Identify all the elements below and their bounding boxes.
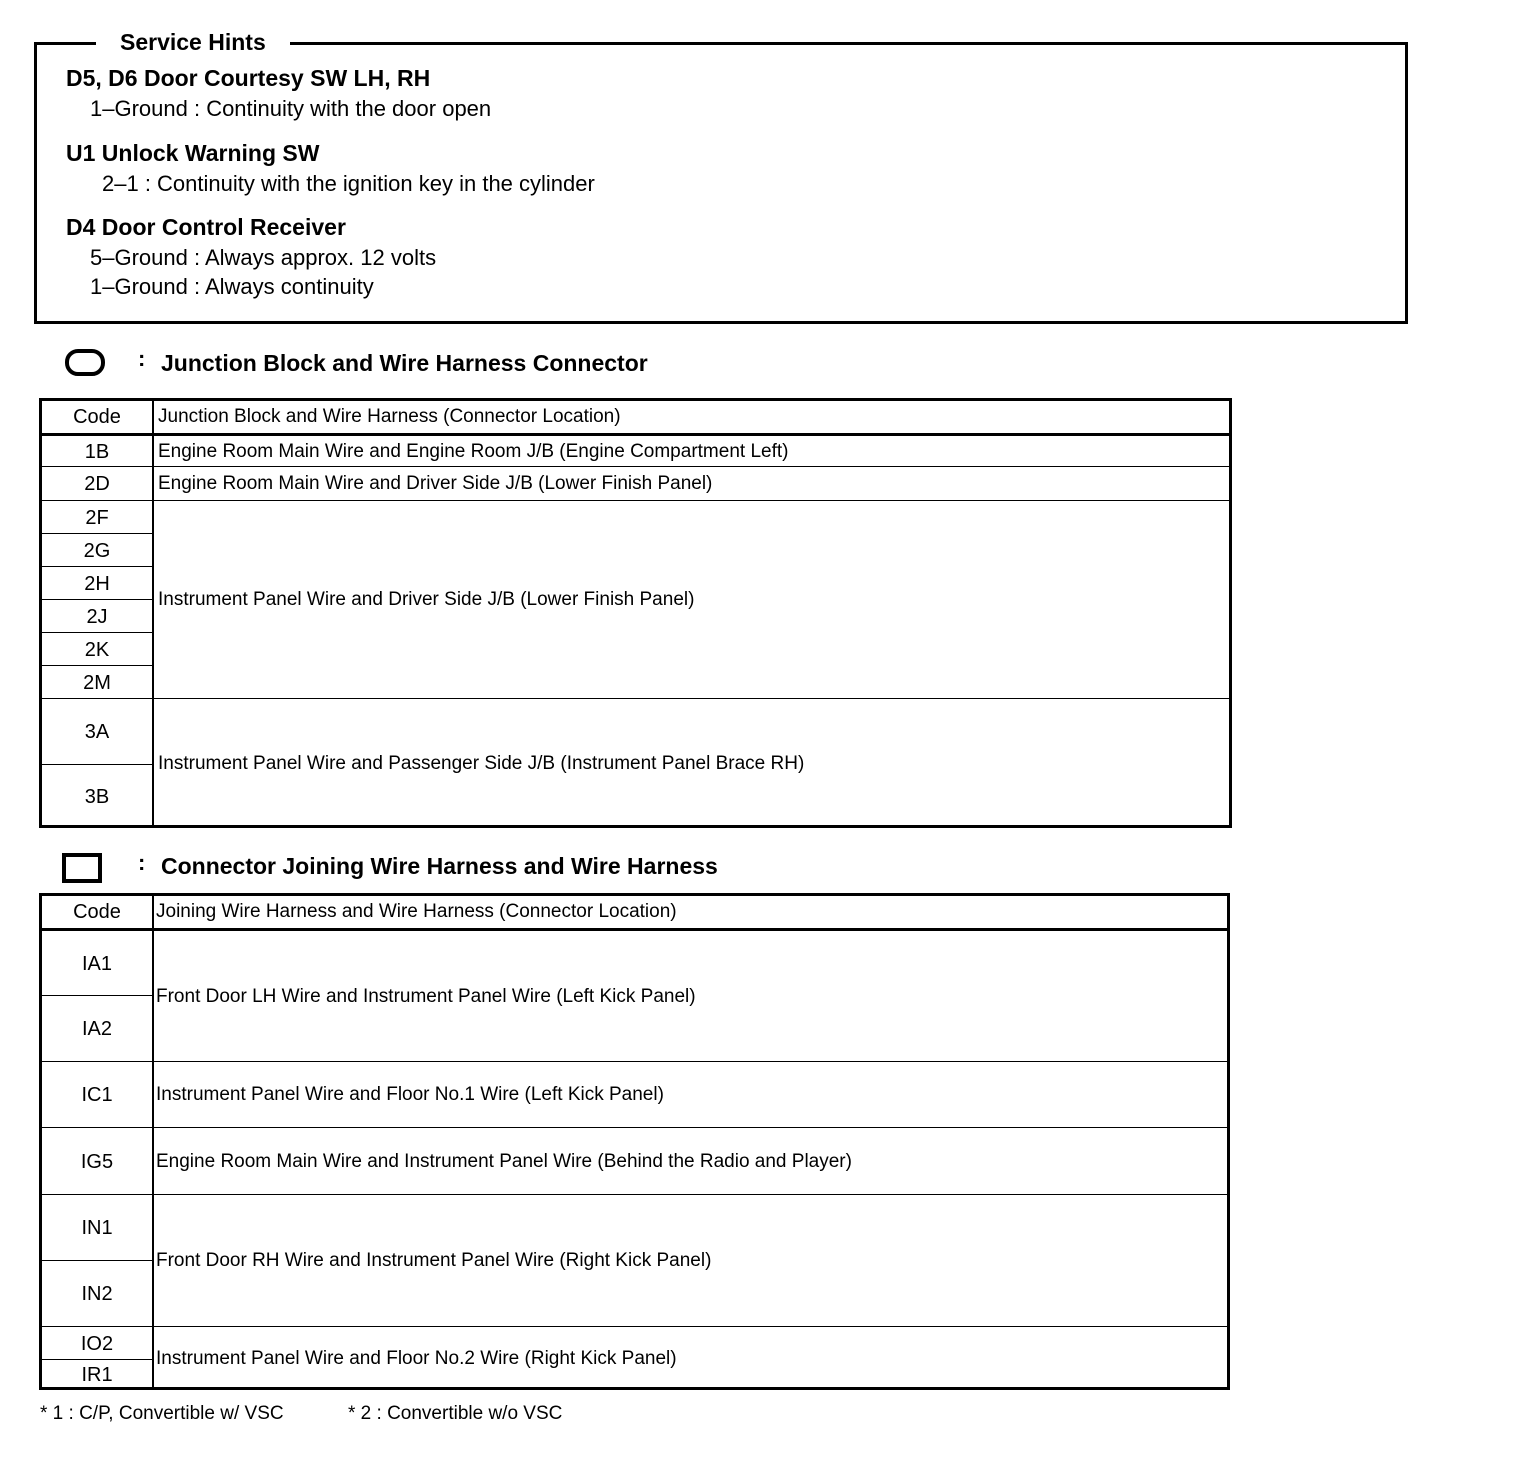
table-row: 2F bbox=[42, 501, 154, 534]
table-row: IO2 bbox=[42, 1327, 154, 1360]
table-row: IC1 bbox=[42, 1062, 154, 1128]
joining-table bbox=[39, 893, 1230, 1390]
joining-header-desc: Joining Wire Harness and Wire Harness (Connector Location) bbox=[156, 901, 677, 922]
table-row-desc: Engine Room Main Wire and Instrument Panel Wire (Behind the Radio and Player) bbox=[156, 1150, 852, 1172]
table-row: 2H bbox=[42, 567, 154, 600]
table-row: 2J bbox=[42, 600, 154, 633]
joining-heading: Connector Joining Wire Harness and Wire Harness bbox=[161, 853, 718, 879]
hint-line-door-courtesy: 1–Ground : Continuity with the door open bbox=[90, 96, 492, 121]
footnote-1: * 1 : C/P, Convertible w/ VSC bbox=[40, 1403, 284, 1424]
joining-header-code: Code bbox=[42, 896, 154, 928]
table-row: 3A bbox=[42, 699, 154, 764]
table-row-desc: Instrument Panel Wire and Floor No.1 Wire (Left Kick Panel) bbox=[156, 1084, 664, 1105]
table-row-desc: Engine Room Main Wire and Driver Side J/B (Lower Finish Panel) bbox=[158, 473, 713, 494]
table-row-desc: Instrument Panel Wire and Floor No.2 Wire (Right Kick Panel) bbox=[156, 1347, 677, 1369]
junction-colon: : bbox=[138, 346, 146, 371]
table-row: 2K bbox=[42, 633, 154, 666]
table-row: IG5 bbox=[42, 1128, 154, 1195]
hint-title-door-courtesy: D5, D6 Door Courtesy SW LH, RH bbox=[66, 65, 431, 91]
table-row: 2M bbox=[42, 666, 154, 699]
table-row-desc: Instrument Panel Wire and Passenger Side J/B (Instrument Panel Brace RH) bbox=[158, 752, 805, 774]
table-row: IN1 bbox=[42, 1195, 154, 1261]
joining-connector-icon bbox=[62, 853, 102, 883]
table-row: 1B bbox=[42, 436, 154, 467]
service-hints-title: Service Hints bbox=[96, 28, 290, 56]
table-row-desc: Front Door LH Wire and Instrument Panel Wire (Left Kick Panel) bbox=[156, 985, 696, 1007]
hint-line-unlock-warning: 2–1 : Continuity with the ignition key in the cylinder bbox=[102, 171, 595, 196]
footnote-2: * 2 : Convertible w/o VSC bbox=[348, 1403, 563, 1424]
table-row: 2D bbox=[42, 467, 154, 501]
junction-header-desc: Junction Block and Wire Harness (Connector Location) bbox=[158, 406, 621, 427]
table-row-desc: Front Door RH Wire and Instrument Panel Wire (Right Kick Panel) bbox=[156, 1250, 712, 1271]
hint-title-unlock-warning: U1 Unlock Warning SW bbox=[66, 140, 320, 166]
junction-connector-icon bbox=[65, 349, 105, 376]
hint-title-door-control: D4 Door Control Receiver bbox=[66, 214, 346, 240]
hint-line-door-control-2: 1–Ground : Always continuity bbox=[90, 274, 374, 299]
table-row: IR1 bbox=[42, 1360, 154, 1390]
table-row: IA2 bbox=[42, 996, 154, 1062]
table-row: IN2 bbox=[42, 1261, 154, 1327]
junction-header-code: Code bbox=[42, 401, 154, 433]
junction-heading: Junction Block and Wire Harness Connector bbox=[161, 350, 648, 376]
junction-table bbox=[39, 398, 1232, 828]
table-row-desc: Engine Room Main Wire and Engine Room J/B (Engine Compartment Left) bbox=[158, 440, 789, 462]
table-row: 3B bbox=[42, 765, 154, 828]
table-row-desc: Instrument Panel Wire and Driver Side J/B (Lower Finish Panel) bbox=[158, 589, 695, 610]
table-row: IA1 bbox=[42, 931, 154, 996]
table-row: 2G bbox=[42, 534, 154, 567]
hint-line-door-control-1: 5–Ground : Always approx. 12 volts bbox=[90, 245, 437, 270]
joining-colon: : bbox=[138, 850, 146, 875]
